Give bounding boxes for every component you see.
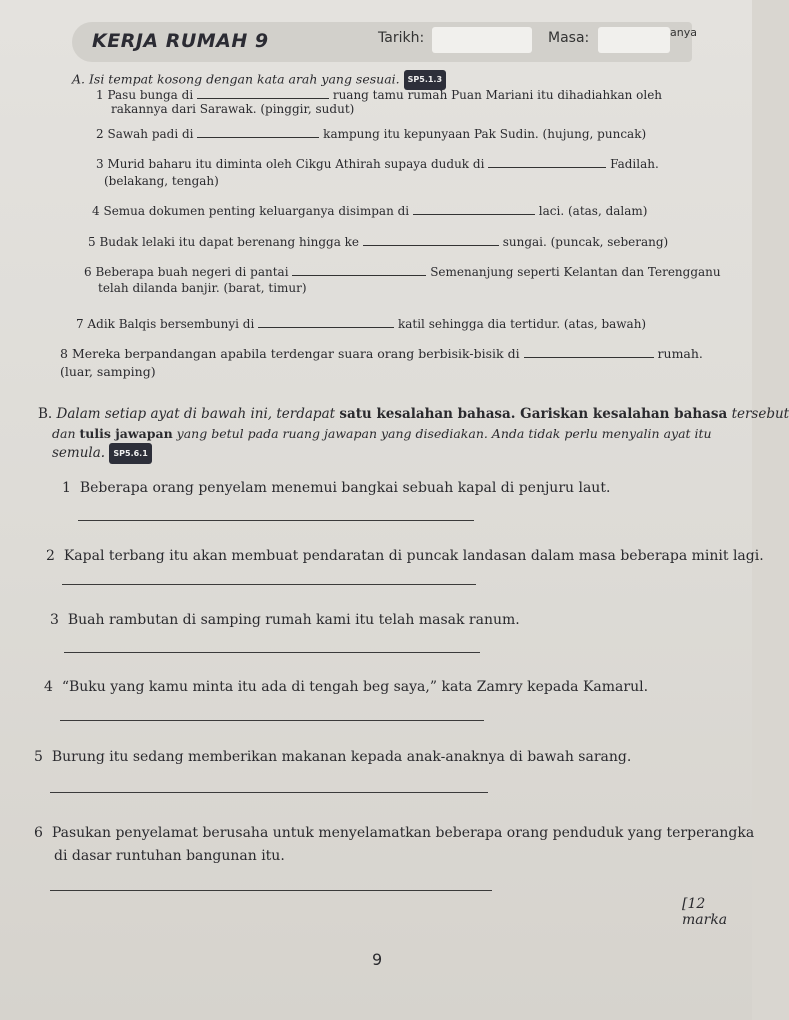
a-item-5	[88, 233, 668, 250]
a-item-4	[92, 202, 647, 219]
sp-badge: SP5.6.1	[109, 443, 151, 464]
a-item-6-line2: telah dilanda banjir. (barat, timur)	[98, 281, 307, 295]
b-item-5	[34, 746, 631, 768]
item-text-after: sungai. (puncak, seberang)	[502, 235, 669, 249]
item-text-before: Beberapa buah negeri di pantai	[95, 265, 289, 279]
page-number: 9	[372, 950, 383, 969]
corner-text: anya	[670, 26, 697, 39]
a-item-6	[84, 263, 721, 280]
answer-blank[interactable]	[197, 86, 329, 99]
answer-line[interactable]	[64, 652, 480, 653]
instruction-text: semula.	[52, 445, 106, 461]
item-text-before: Sawah padi di	[107, 127, 194, 141]
answer-blank[interactable]	[197, 125, 319, 138]
item-number: 2	[46, 548, 55, 564]
item-number: 3	[50, 612, 59, 628]
worksheet-title: KERJA RUMAH 9	[92, 30, 269, 52]
b-item-4	[44, 676, 648, 698]
item-text-after: Fadilah.	[610, 157, 659, 171]
instruction-text: yang betul pada ruang jawapan yang disediakan. Anda tidak perlu menyalin ayat itu	[176, 426, 712, 441]
item-sentence: Burung itu sedang memberikan makanan kepada anak-anaknya di bawah sarang.	[51, 749, 632, 765]
item-text-after: Semenanjung seperti Kelantan dan Terengganu	[430, 265, 721, 279]
instruction-bold: tulis jawapan	[79, 426, 173, 441]
a-item-3-line2: (belakang, tengah)	[104, 174, 219, 188]
b-item-1	[62, 477, 610, 499]
answer-blank[interactable]	[413, 202, 535, 215]
item-sentence: Pasukan penyelamat berusaha untuk menyelamatkan beberapa orang penduduk yang terperangka	[51, 825, 755, 841]
item-number: 1	[62, 480, 71, 496]
tarikh-label: Tarikh:	[378, 30, 425, 46]
item-text-before: Budak lelaki itu dapat berenang hingga ke	[99, 235, 360, 249]
masa-field[interactable]	[598, 27, 670, 53]
item-sentence: Buah rambutan di samping rumah kami itu telah masak ranum.	[67, 612, 520, 628]
a-item-7	[76, 315, 646, 332]
item-number: 4	[92, 204, 100, 218]
item-number: 6	[84, 265, 92, 279]
item-number: 8	[60, 346, 68, 361]
item-text-before: Murid baharu itu diminta oleh Cikgu Athirah supaya duduk di	[107, 157, 485, 171]
item-number: 5	[34, 749, 43, 765]
answer-blank[interactable]	[292, 263, 426, 276]
a-item-3	[96, 155, 659, 172]
answer-line[interactable]	[78, 520, 474, 521]
section-b-label: B.	[38, 406, 53, 422]
section-b-instruction	[38, 405, 789, 464]
instruction-text: dan	[52, 426, 76, 441]
item-text-after: katil sehingga dia tertidur. (atas, bawah)	[397, 317, 647, 331]
answer-line[interactable]	[50, 792, 488, 793]
instruction-bold: satu kesalahan bahasa. Gariskan kesalahan bahasa	[339, 406, 728, 422]
item-number: 4	[44, 679, 53, 695]
item-text-before: Semua dokumen penting keluarganya disimpan di	[103, 204, 410, 218]
marks-label: [12 marka	[682, 896, 728, 928]
a-item-1-line2: rakannya dari Sarawak. (pinggir, sudut)	[111, 102, 355, 116]
answer-line[interactable]	[60, 720, 484, 721]
b-item-2	[46, 545, 764, 567]
b-item-3	[50, 609, 520, 631]
item-number: 3	[96, 157, 104, 171]
item-text-before: Mereka berpandangan apabila terdengar suara orang berbisik-bisik di	[71, 346, 520, 361]
a-item-8	[60, 345, 703, 362]
answer-line[interactable]	[50, 890, 492, 891]
item-sentence: Beberapa orang penyelam menemui bangkai sebuah kapal di penjuru laut.	[79, 480, 611, 496]
item-number: 2	[96, 127, 104, 141]
instruction-text: tersebut	[731, 406, 789, 422]
answer-blank[interactable]	[488, 155, 606, 168]
answer-blank[interactable]	[363, 233, 499, 246]
answer-blank[interactable]	[258, 315, 394, 328]
item-sentence: Kapal terbang itu akan membuat pendaratan di puncak landasan dalam masa beberapa minit lagi.	[63, 548, 764, 564]
item-text-after: ruang tamu rumah Puan Mariani itu dihadiahkan oleh	[332, 88, 663, 102]
b-item-6-line2: di dasar runtuhan bangunan itu.	[54, 848, 285, 864]
a-item-2	[96, 125, 646, 142]
item-text-before: Pasu bunga di	[107, 88, 194, 102]
instruction-text: Dalam setiap ayat di bawah ini, terdapat	[56, 406, 336, 422]
item-text-before: Adik Balqis bersembunyi di	[87, 317, 255, 331]
item-number: 1	[96, 88, 104, 102]
a-item-8-line2: (luar, samping)	[60, 364, 156, 379]
item-number: 7	[76, 317, 84, 331]
tarikh-field[interactable]	[432, 27, 532, 53]
answer-blank[interactable]	[524, 345, 654, 358]
item-text-after: rumah.	[657, 346, 703, 361]
item-number: 6	[34, 825, 43, 841]
item-number: 5	[88, 235, 96, 249]
b-item-6	[34, 822, 754, 844]
sp-badge: SP5.1.3	[404, 70, 446, 90]
masa-label: Masa:	[548, 30, 590, 46]
item-sentence: “Buku yang kamu minta itu ada di tengah beg saya,” kata Zamry kepada Kamarul.	[61, 679, 649, 695]
item-text-after: kampung itu kepunyaan Pak Sudin. (hujung, puncak)	[323, 127, 647, 141]
item-text-after: laci. (atas, dalam)	[538, 204, 648, 218]
answer-line[interactable]	[62, 584, 476, 585]
section-a-instruction-text: A. Isi tempat kosong dengan kata arah yang sesuai.	[72, 71, 400, 87]
